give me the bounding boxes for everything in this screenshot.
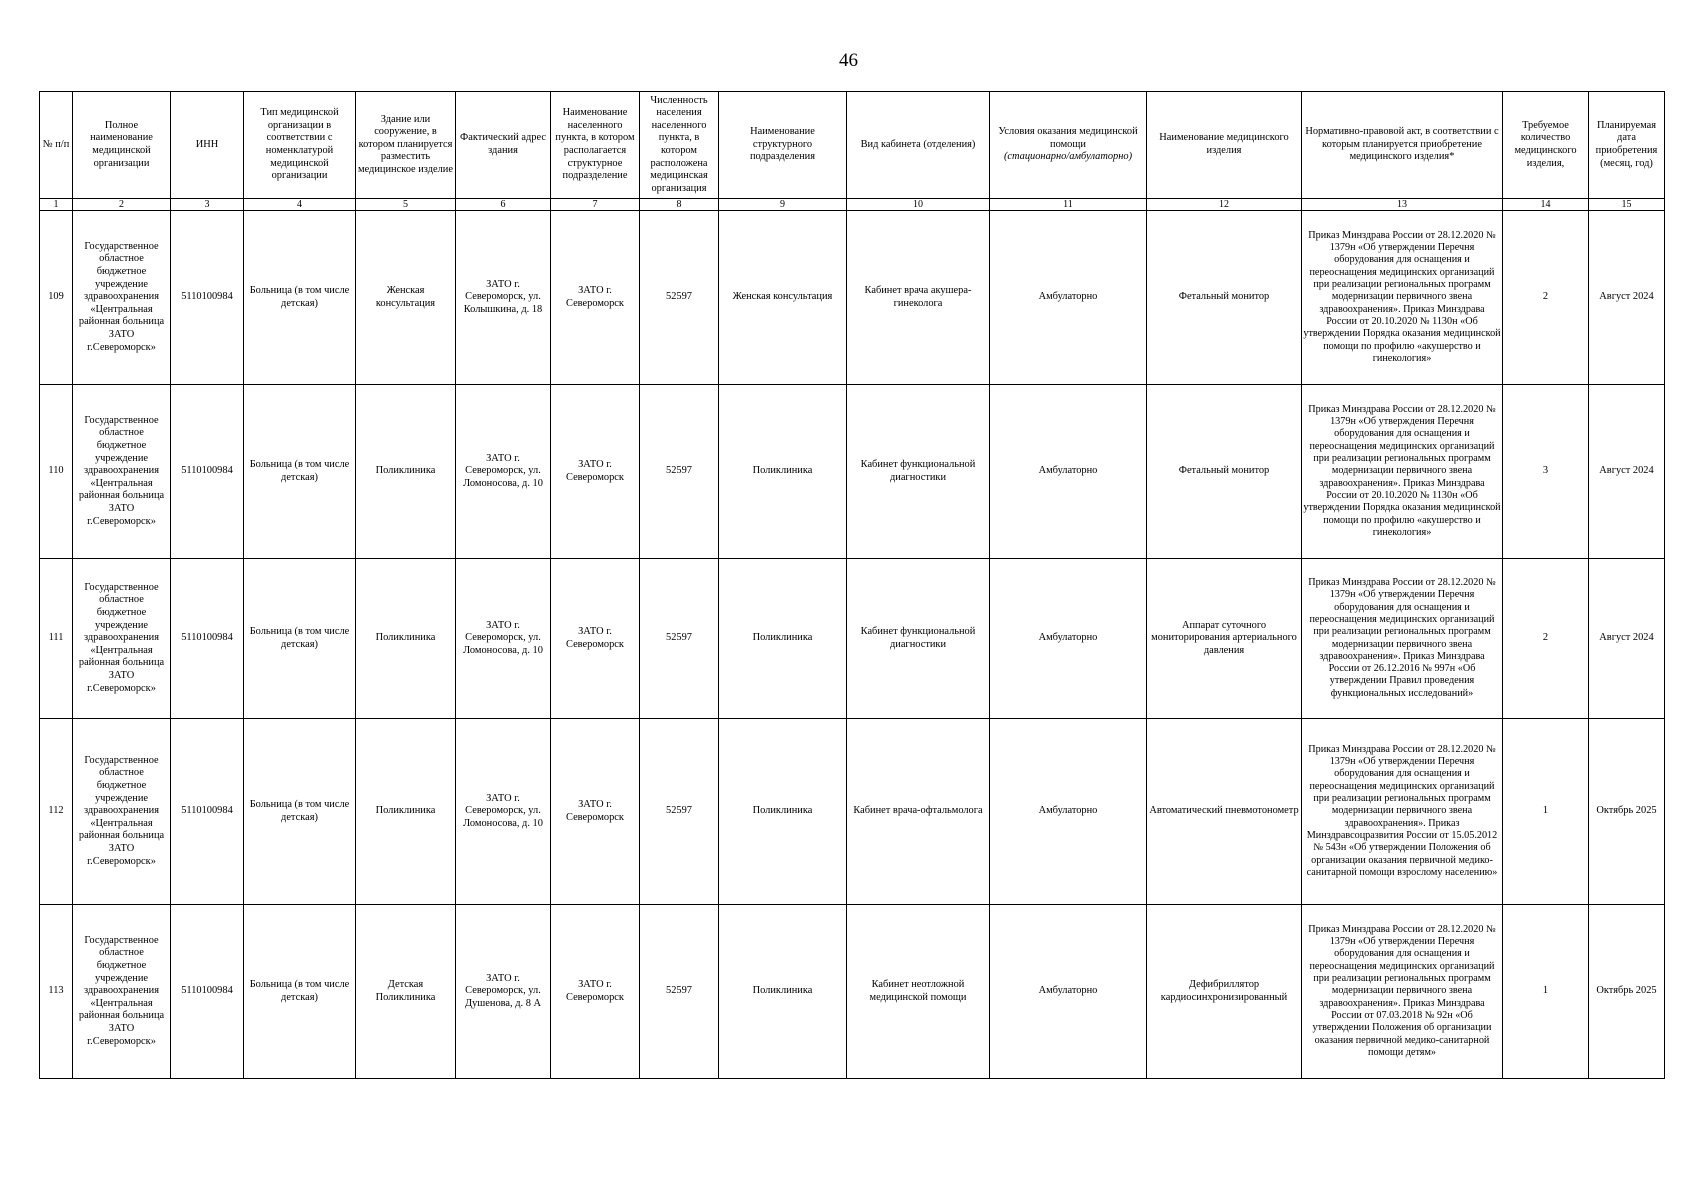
cell-type: Больница (в том числе детская) bbox=[244, 385, 356, 559]
cell-inn: 5110100984 bbox=[171, 385, 244, 559]
header-cell: Наименование населенного пункта, в котором располагается структурное подразделение bbox=[551, 92, 640, 199]
cell-division: Поликлиника bbox=[719, 719, 847, 905]
cell-cabinet: Кабинет неотложной медицинской помощи bbox=[847, 905, 990, 1079]
column-number: 14 bbox=[1503, 199, 1589, 211]
cell-locality: ЗАТО г. Североморск bbox=[551, 719, 640, 905]
cell-num: 110 bbox=[40, 385, 73, 559]
column-number: 2 bbox=[73, 199, 171, 211]
cell-conditions: Амбулаторно bbox=[990, 719, 1147, 905]
cell-type: Больница (в том числе детская) bbox=[244, 905, 356, 1079]
header-cell: Численность населения населенного пункта, в котором расположена медицинская организация bbox=[640, 92, 719, 199]
cell-cabinet: Кабинет функциональной диагностики bbox=[847, 385, 990, 559]
cell-conditions: Амбулаторно bbox=[990, 385, 1147, 559]
table-row bbox=[40, 385, 1665, 559]
cell-device: Дефибриллятор кардиосинхронизированный bbox=[1147, 905, 1302, 1079]
header-cell: ИНН bbox=[171, 92, 244, 199]
cell-device: Фетальный монитор bbox=[1147, 211, 1302, 385]
table-row bbox=[40, 905, 1665, 1079]
cell-address: ЗАТО г. Североморск, ул. Колышкина, д. 18 bbox=[456, 211, 551, 385]
column-number: 7 bbox=[551, 199, 640, 211]
cell-population: 52597 bbox=[640, 385, 719, 559]
header-conditions-note: (стационарно/амбулаторно) bbox=[1003, 151, 1133, 163]
cell-org: Государственное областное бюджетное учреждение здравоохранения «Центральная районная больница ЗАТО г.Североморск» bbox=[73, 211, 171, 385]
cell-date: Октябрь 2025 bbox=[1589, 905, 1665, 1079]
cell-conditions: Амбулаторно bbox=[990, 559, 1147, 719]
column-number: 10 bbox=[847, 199, 990, 211]
cell-inn: 5110100984 bbox=[171, 719, 244, 905]
cell-num: 113 bbox=[40, 905, 73, 1079]
table-row bbox=[40, 559, 1665, 719]
header-cell: Требуемое количество медицинского изделия, bbox=[1503, 92, 1589, 199]
cell-address: ЗАТО г. Североморск, ул. Ломоносова, д. 10 bbox=[456, 385, 551, 559]
column-number: 5 bbox=[356, 199, 456, 211]
column-number: 9 bbox=[719, 199, 847, 211]
cell-inn: 5110100984 bbox=[171, 211, 244, 385]
cell-act: Приказ Минздрава России от 28.12.2020 № 1379н «Об утверждении Перечня оборудования для оснащения и переоснащения медицинских организаций при реализации региональных программ модернизации первичного звена здравоохранения». Приказ Минздрава России от 26.12.2016 № 997н «Об утверждении Правил проведения функциональных исследований» bbox=[1302, 559, 1503, 719]
column-number: 6 bbox=[456, 199, 551, 211]
cell-address: ЗАТО г. Североморск, ул. Ломоносова, д. 10 bbox=[456, 719, 551, 905]
cell-act: Приказ Минздрава России от 28.12.2020 № 1379н «Об утверждении Перечня оборудования для оснащения и переоснащения медицинских организаций при реализации региональных программ модернизации первичного звена здравоохранения». Приказ Минздрава России от 20.10.2020 № 1130н «Об утверждении Порядка оказания медицинской помощи по профилю «акушерство и гинекология» bbox=[1302, 211, 1503, 385]
cell-date: Октябрь 2025 bbox=[1589, 719, 1665, 905]
table-row bbox=[40, 719, 1665, 905]
column-number: 11 bbox=[990, 199, 1147, 211]
cell-inn: 5110100984 bbox=[171, 559, 244, 719]
cell-type: Больница (в том числе детская) bbox=[244, 211, 356, 385]
header-cell: Наименование медицинского изделия bbox=[1147, 92, 1302, 199]
column-number: 1 bbox=[40, 199, 73, 211]
cell-locality: ЗАТО г. Североморск bbox=[551, 211, 640, 385]
column-number: 15 bbox=[1589, 199, 1665, 211]
header-cell: Нормативно-правовой акт, в соответствии с которым планируется приобретение медицинского изделия* bbox=[1302, 92, 1503, 199]
equipment-table bbox=[39, 91, 1665, 1079]
header-cell: Фактический адрес здания bbox=[456, 92, 551, 199]
column-number: 4 bbox=[244, 199, 356, 211]
column-number: 12 bbox=[1147, 199, 1302, 211]
header-row bbox=[40, 92, 1665, 199]
cell-population: 52597 bbox=[640, 905, 719, 1079]
cell-locality: ЗАТО г. Североморск bbox=[551, 559, 640, 719]
cell-conditions: Амбулаторно bbox=[990, 905, 1147, 1079]
header-cell: Здание или сооружение, в котором планируется разместить медицинское изделие bbox=[356, 92, 456, 199]
cell-quantity: 1 bbox=[1503, 905, 1589, 1079]
cell-population: 52597 bbox=[640, 719, 719, 905]
cell-population: 52597 bbox=[640, 211, 719, 385]
column-number: 3 bbox=[171, 199, 244, 211]
cell-cabinet: Кабинет врача-офтальмолога bbox=[847, 719, 990, 905]
cell-cabinet: Кабинет функциональной диагностики bbox=[847, 559, 990, 719]
cell-quantity: 2 bbox=[1503, 211, 1589, 385]
header-cell-conditions bbox=[990, 92, 1147, 199]
header-cell: Тип медицинской организации в соответствии с номенклатурой медицинской организации bbox=[244, 92, 356, 199]
cell-building: Женская консультация bbox=[356, 211, 456, 385]
cell-inn: 5110100984 bbox=[171, 905, 244, 1079]
cell-device: Аппарат суточного мониторирования артериального давления bbox=[1147, 559, 1302, 719]
cell-division: Поликлиника bbox=[719, 905, 847, 1079]
page-number: 46 bbox=[839, 50, 858, 71]
cell-division: Женская консультация bbox=[719, 211, 847, 385]
cell-date: Август 2024 bbox=[1589, 559, 1665, 719]
cell-locality: ЗАТО г. Североморск bbox=[551, 905, 640, 1079]
cell-division: Поликлиника bbox=[719, 559, 847, 719]
cell-address: ЗАТО г. Североморск, ул. Душенова, д. 8 А bbox=[456, 905, 551, 1079]
header-cell: № п/п bbox=[40, 92, 73, 199]
cell-locality: ЗАТО г. Североморск bbox=[551, 385, 640, 559]
header-cell: Наименование структурного подразделения bbox=[719, 92, 847, 199]
cell-quantity: 2 bbox=[1503, 559, 1589, 719]
cell-building: Детская Поликлиника bbox=[356, 905, 456, 1079]
column-number: 8 bbox=[640, 199, 719, 211]
cell-date: Август 2024 bbox=[1589, 211, 1665, 385]
table-row bbox=[40, 211, 1665, 385]
cell-type: Больница (в том числе детская) bbox=[244, 559, 356, 719]
cell-num: 112 bbox=[40, 719, 73, 905]
cell-address: ЗАТО г. Североморск, ул. Ломоносова, д. 10 bbox=[456, 559, 551, 719]
cell-org: Государственное областное бюджетное учреждение здравоохранения «Центральная районная больница ЗАТО г.Североморск» bbox=[73, 905, 171, 1079]
cell-population: 52597 bbox=[640, 559, 719, 719]
cell-device: Фетальный монитор bbox=[1147, 385, 1302, 559]
cell-act: Приказ Минздрава России от 28.12.2020 № 1379н «Об утверждении Перечня оборудования для оснащения и переоснащения медицинских организаций при реализации региональных программ модернизации первичного звена здравоохранения». Приказ Минздравсоцразвития России от 15.05.2012 № 543н «Об утверждении Положения об организации оказания первичной медико-санитарной помощи взрослому населению» bbox=[1302, 719, 1503, 905]
header-conditions-label: Условия оказания медицинской помощи bbox=[998, 126, 1138, 150]
cell-quantity: 3 bbox=[1503, 385, 1589, 559]
header-cell: Планируемая дата приобретения (месяц, год) bbox=[1589, 92, 1665, 199]
cell-type: Больница (в том числе детская) bbox=[244, 719, 356, 905]
header-cell: Вид кабинета (отделения) bbox=[847, 92, 990, 199]
cell-conditions: Амбулаторно bbox=[990, 211, 1147, 385]
header-cell: Полное наименование медицинской организации bbox=[73, 92, 171, 199]
column-number: 13 bbox=[1302, 199, 1503, 211]
cell-org: Государственное областное бюджетное учреждение здравоохранения «Центральная районная больница ЗАТО г.Североморск» bbox=[73, 559, 171, 719]
cell-act: Приказ Минздрава России от 28.12.2020 № 1379н «Об утверждении Перечня оборудования для оснащения и переоснащения медицинских организаций при реализации региональных программ модернизации первичного звена здравоохранения». Приказ Минздрава России от 07.03.2018 № 92н «Об утверждении Положения об организации оказания первичной медико-санитарной помощи детям» bbox=[1302, 905, 1503, 1079]
column-number-row bbox=[40, 199, 1665, 211]
cell-org: Государственное областное бюджетное учреждение здравоохранения «Центральная районная больница ЗАТО г.Североморск» bbox=[73, 719, 171, 905]
cell-building: Поликлиника bbox=[356, 559, 456, 719]
cell-num: 111 bbox=[40, 559, 73, 719]
cell-division: Поликлиника bbox=[719, 385, 847, 559]
cell-building: Поликлиника bbox=[356, 385, 456, 559]
cell-device: Автоматический пневмотонометр bbox=[1147, 719, 1302, 905]
cell-date: Август 2024 bbox=[1589, 385, 1665, 559]
cell-act: Приказ Минздрава России от 28.12.2020 № 1379н «Об утверждения Перечня оборудования для оснащения и переоснащения медицинских организаций при реализации региональных программ модернизации первичного звена здравоохранения». Приказ Минздрава России от 20.10.2020 № 1130н «Об утверждении Порядка оказания медицинской помощи по профилю «акушерство и гинекология» bbox=[1302, 385, 1503, 559]
cell-cabinet: Кабинет врача акушера-гинеколога bbox=[847, 211, 990, 385]
cell-org: Государственное областное бюджетное учреждение здравоохранения «Центральная районная больница ЗАТО г.Североморск» bbox=[73, 385, 171, 559]
cell-building: Поликлиника bbox=[356, 719, 456, 905]
cell-quantity: 1 bbox=[1503, 719, 1589, 905]
cell-num: 109 bbox=[40, 211, 73, 385]
